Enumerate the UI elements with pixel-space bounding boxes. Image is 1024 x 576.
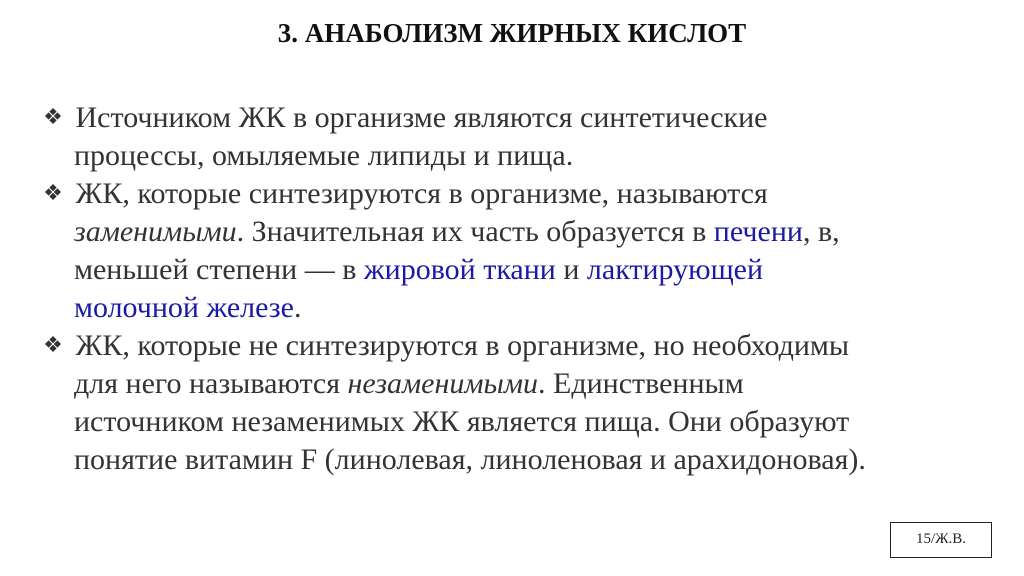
diamond-bullet-icon: ❖ xyxy=(43,332,63,357)
bullet-text: процессы, омыляемые липиды и пища. xyxy=(74,139,574,172)
bullet-line xyxy=(38,213,978,251)
bullet-text: , в, xyxy=(802,215,840,248)
bullet-line xyxy=(38,98,978,137)
term-italic: незаменимыми xyxy=(347,367,538,400)
page-number-badge: 15/Ж.В. xyxy=(890,522,992,558)
bullet-replaceable xyxy=(38,174,978,327)
bullet-essential xyxy=(38,326,978,479)
bullet-line xyxy=(38,137,978,175)
highlight-mammary-gland: молочной железе xyxy=(74,291,294,324)
bullet-text: понятие витамин F (линолевая, линоленовая и арахидоновая). xyxy=(74,443,866,476)
bullet-line xyxy=(38,174,978,213)
bullet-line xyxy=(38,326,978,365)
highlight-adipose: жировой ткани xyxy=(363,253,556,286)
bullet-line xyxy=(38,365,978,403)
bullet-text: ЖК, которые не синтезируются в организме, но необходимы xyxy=(75,329,850,362)
bullet-line xyxy=(38,441,978,479)
bullet-text: ЖК, которые синтезируются в организме, называются xyxy=(75,177,768,210)
bullet-line xyxy=(38,289,978,327)
bullet-text: Источником ЖК в организме являются синтетические xyxy=(75,101,768,134)
bullet-text: . Значительная их часть образуется в xyxy=(236,215,714,248)
bullet-text: источником незаменимых ЖК является пища. Они образуют xyxy=(74,405,850,438)
bullet-text: . xyxy=(293,291,302,324)
slide-title: 3. АНАБОЛИЗМ ЖИРНЫХ КИСЛОТ xyxy=(277,18,747,48)
bullet-text: для него называются xyxy=(74,367,348,400)
term-italic: заменимыми xyxy=(74,215,237,248)
bullet-text: меньшей степени — в xyxy=(74,253,364,286)
bullet-sources xyxy=(38,98,978,175)
bullet-text: . Единственным xyxy=(538,367,744,400)
bullet-line xyxy=(38,403,978,441)
bullet-text: и xyxy=(555,253,587,286)
diamond-bullet-icon: ❖ xyxy=(43,104,63,129)
bullet-line xyxy=(38,251,978,289)
diamond-bullet-icon: ❖ xyxy=(43,180,63,205)
highlight-lactating: лактирующей xyxy=(586,253,764,286)
highlight-liver: печени xyxy=(713,215,803,248)
